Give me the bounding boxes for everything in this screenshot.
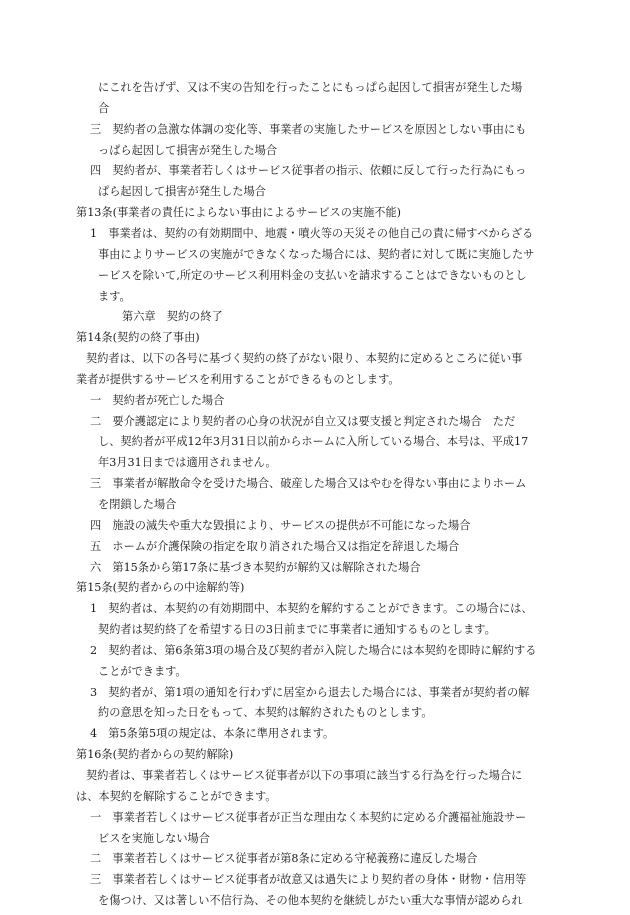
- text-line: 一 契約者が死亡した場合: [90, 393, 225, 407]
- text-line: 年3月31日までは適用されません。: [98, 456, 277, 470]
- text-line: 業者が提供するサービスを利用することができるものとします。: [76, 372, 400, 386]
- text-line: ことができます。: [98, 664, 187, 678]
- text-line: 三 契約者の急激な体調の変化等、事業者の実施したサービスを原因としない事由にも: [90, 122, 527, 136]
- text-line: 契約者は、事業者若しくはサービス従事者が以下の事項に該当する行為を行った場合に: [86, 768, 523, 782]
- text-line: 二 事業者若しくはサービス従事者が第8条に定める守秘義務に違反した場合: [90, 852, 478, 866]
- text-line: っぱら起因して損害が発生した場合: [98, 143, 278, 157]
- text-line: 四 契約者が、事業者若しくはサービス従事者の指示、依頼に反して行った行為にもっ: [90, 164, 527, 178]
- text-line: ぱら起因して損害が発生した場合: [98, 185, 266, 199]
- text-line: 三 事業者若しくはサービス従事者が故意又は過失により契約者の身体・財物・信用等: [90, 873, 527, 887]
- article-heading: 第16条(契約者からの契約解除): [76, 748, 234, 762]
- text-line: を傷つけ、又は著しい不信行為、その他本契約を継続しがたい重大な事情が認められ: [98, 894, 523, 907]
- text-line: し、契約者が平成12年3月31日以前からホームに入所している場合、本号は、平成17: [98, 435, 529, 449]
- text-line: 2 契約者は、第6条第3項の場合及び契約者が入院した場合には本契約を即時に解約する: [90, 643, 537, 657]
- text-line: を閉鎖した場合: [98, 497, 177, 511]
- text-line: 約の意思を知った日をもって、本契約は解約されたものとします。: [98, 706, 433, 720]
- article-heading: 第13条(事業者の責任によらない事由によるサービスの実施不能): [76, 206, 402, 220]
- article-heading: 第15条(契約者からの中途解約等): [76, 581, 245, 595]
- text-line: ービスを除いて,所定のサービス利用料金の支払いを請求することはできないものとし: [98, 268, 527, 282]
- text-line: にこれを告げず、又は不実の告知を行ったことにもっぱら起因して損害が発生した場: [98, 81, 523, 94]
- text-line: 4 第5条第5項の規定は、本条に準用されます。: [90, 727, 335, 741]
- text-line: 合: [98, 101, 110, 115]
- text-line: 契約者は、以下の各号に基づく契約の終了がない限り、本契約に定めるところに従い事: [86, 352, 523, 365]
- text-line: 一 事業者若しくはサービス従事者が正当な理由なく本契約に定める介護福祉施設サー: [90, 810, 527, 824]
- text-line: ます。: [98, 289, 131, 303]
- text-line: は、本契約を解除することができます。: [76, 789, 277, 803]
- text-line: 契約者は契約終了を希望する日の3日前までに事業者に通知するものとします。: [98, 623, 496, 636]
- text-line: 二 要介護認定により契約者の心身の状況が自立又は要支援と判定された場合 ただ: [90, 414, 516, 428]
- text-line: 1 契約者は、本契約の有効期間中、本契約を解約することができます。この場合には、: [90, 602, 533, 616]
- chapter-heading: 第六章 契約の終了: [122, 310, 223, 324]
- text-line: 三 事業者が解散命令を受けた場合、破産した場合又はやむを得ない事由によりホーム: [90, 477, 527, 491]
- text-line: 1 事業者は、契約の有効期間中、地震・噴火等の天災その他自己の責に帰すべからざる: [90, 226, 534, 240]
- text-line: 四 施設の滅失や重大な毀損により、サービスの提供が不可能になった場合: [90, 518, 471, 532]
- article-heading: 第14条(契約の終了事由): [76, 331, 200, 345]
- text-line: 3 契約者が、第1項の通知を行わずに居室から退去した場合には、事業者が契約者の解: [90, 685, 530, 699]
- text-line: ビスを実施しない場合: [98, 831, 210, 845]
- text-line: 事由によりサービスの実施ができなくなった場合には、契約者に対して既に実施したサ: [98, 247, 535, 261]
- text-line: 六 第15条から第17条に基づき本契約が解約又は解除された場合: [90, 560, 421, 574]
- text-line: 五 ホームが介護保険の指定を取り消された場合又は指定を辞退した場合: [90, 539, 460, 553]
